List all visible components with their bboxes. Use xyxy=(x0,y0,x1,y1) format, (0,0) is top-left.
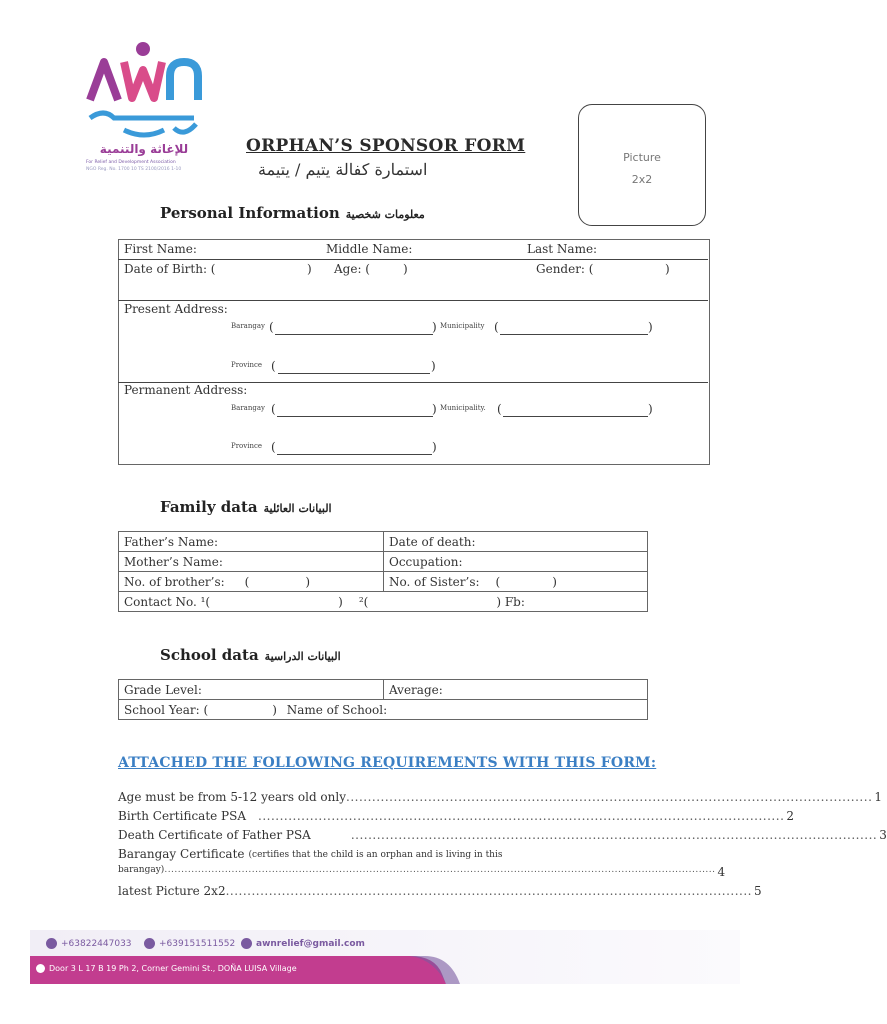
date-of-death-label: Date of death: xyxy=(389,534,476,549)
dob-label: Date of Birth: ( xyxy=(124,262,216,276)
contact-1-open: ¹( xyxy=(200,594,211,609)
present-province-label: Province xyxy=(231,361,263,369)
fathers-name-cell[interactable] xyxy=(119,532,384,552)
requirement-3-number: 3 xyxy=(879,828,887,842)
table-row xyxy=(119,532,648,552)
logo-arabic-subtitle: للإغاثة والتنمية xyxy=(99,142,189,156)
requirements-heading: ATTACHED THE FOLLOWING REQUIREMENTS WITH THIS FORM: xyxy=(118,755,657,771)
last-name-label: Last Name: xyxy=(527,242,598,256)
permanent-province-open: ( xyxy=(271,440,276,454)
picture-size: 2x2 xyxy=(631,173,653,186)
family-heading xyxy=(160,498,332,516)
fb-label: Fb: xyxy=(504,594,525,609)
logo-tagline: NGO Reg. No. 1700 10 TS 2100/2016 1-10 xyxy=(86,167,182,172)
school-heading-ar: البيانات الدراسية xyxy=(264,650,341,663)
contact-2-open: ²( xyxy=(358,594,369,609)
requirement-3-text: Death Certificate of Father PSA xyxy=(118,828,311,842)
school-year-close: ) xyxy=(272,702,277,717)
requirement-5-text: latest Picture 2x2 xyxy=(118,884,226,898)
list-item xyxy=(118,847,644,863)
email-icon xyxy=(241,938,252,949)
family-heading-ar: البيانات العائلية xyxy=(263,502,332,515)
present-municipality-label: Municipality xyxy=(440,322,485,330)
permanent-address-label: Permanent Address: xyxy=(124,383,248,397)
school-heading-en: School data xyxy=(160,646,259,664)
requirement-2-text: Birth Certificate PSA xyxy=(118,809,247,823)
whatsapp-icon xyxy=(144,938,155,949)
present-municipality-open: ( xyxy=(494,320,499,334)
table-row xyxy=(119,680,648,700)
permanent-barangay-close: ) xyxy=(432,402,437,416)
permanent-province-close: ) xyxy=(432,440,437,454)
requirement-4-number: 4 xyxy=(717,865,726,879)
footer-band xyxy=(30,930,740,984)
footer-address xyxy=(36,964,297,973)
sisters-cell[interactable] xyxy=(384,572,648,592)
gender-close: ) xyxy=(665,262,670,276)
awn-logo-icon xyxy=(84,40,204,140)
permanent-barangay-field[interactable] xyxy=(277,416,433,417)
brothers-cell[interactable] xyxy=(119,572,384,592)
phone-icon xyxy=(46,938,57,949)
permanent-province-label: Province xyxy=(231,442,263,450)
present-province-field[interactable] xyxy=(278,373,430,374)
personal-heading-en: Personal Information xyxy=(160,204,340,222)
permanent-municipality-label: Municipality. xyxy=(440,404,486,412)
average-cell[interactable] xyxy=(384,680,648,700)
address-text: Door 3 L 17 B 19 Ph 2, Corner Gemini St., DOÑA LUISA Village xyxy=(49,964,297,973)
occupation-label: Occupation: xyxy=(389,554,463,569)
email-text: awnrelief@gmail.com xyxy=(256,938,365,949)
list-item: latest Picture 2x2 .......................................................................................................................... 5 xyxy=(118,884,762,898)
personal-heading xyxy=(160,204,425,222)
school-heading xyxy=(160,646,341,664)
requirement-1-text: Age must be from 5-12 years old only xyxy=(118,790,347,804)
permanent-municipality-close: ) xyxy=(648,402,653,416)
requirement-4-note: (certifies that the child is an orphan and is living in this xyxy=(248,850,503,860)
footer-phone-1[interactable] xyxy=(46,938,132,949)
brothers-label: No. of brother’s: xyxy=(124,574,225,589)
fathers-name-label: Father’s Name: xyxy=(124,534,219,549)
form-title: ORPHAN’S SPONSOR FORM xyxy=(246,136,526,156)
present-address-label: Present Address: xyxy=(124,302,228,316)
sisters-close: ) xyxy=(552,574,557,589)
logo-english-subtitle: For Relief and Development Association xyxy=(86,160,176,165)
contact-1-close: ) xyxy=(338,594,343,609)
requirement-4-text: Barangay Certificate xyxy=(118,847,245,861)
first-name-label: First Name: xyxy=(124,242,197,256)
occupation-cell[interactable] xyxy=(384,552,648,572)
footer-email[interactable] xyxy=(241,938,365,949)
picture-label: Picture xyxy=(623,151,661,164)
family-heading-en: Family data xyxy=(160,498,258,516)
date-of-death-cell[interactable] xyxy=(384,532,648,552)
phone-2-text: +639151511552 xyxy=(159,938,236,949)
family-table xyxy=(118,531,648,612)
school-table xyxy=(118,679,648,720)
age-close: ) xyxy=(403,262,408,276)
organization-logo xyxy=(84,40,204,180)
permanent-municipality-field[interactable] xyxy=(503,416,648,417)
school-year-cell[interactable] xyxy=(119,700,648,720)
present-barangay-open: ( xyxy=(269,320,274,334)
present-province-close: ) xyxy=(431,359,436,373)
brothers-open: ( xyxy=(244,574,250,589)
table-row xyxy=(119,552,648,572)
present-barangay-field[interactable] xyxy=(275,334,433,335)
list-item: Age must be from 5-12 years old only .......................................................................................................................... 1 xyxy=(118,790,883,804)
average-label: Average: xyxy=(389,682,443,697)
mothers-name-label: Mother’s Name: xyxy=(124,554,223,569)
school-year-label: School Year: ( xyxy=(124,702,209,717)
mothers-name-cell[interactable] xyxy=(119,552,384,572)
dob-close: ) xyxy=(307,262,312,276)
requirement-2-number: 2 xyxy=(786,809,795,823)
table-row xyxy=(119,572,648,592)
permanent-municipality-open: ( xyxy=(497,402,502,416)
contact-2-close: ) xyxy=(496,594,501,609)
gender-label: Gender: ( xyxy=(536,262,594,276)
grade-level-cell[interactable] xyxy=(119,680,384,700)
list-item: barangay) .................................................................................................................................................................... 4 xyxy=(118,865,726,879)
age-label: Age: ( xyxy=(334,262,370,276)
brothers-close: ) xyxy=(305,574,311,589)
requirement-5-number: 5 xyxy=(753,884,762,898)
contact-label: Contact No. xyxy=(124,594,197,609)
present-municipality-close: ) xyxy=(648,320,653,334)
contact-cell[interactable] xyxy=(119,592,648,612)
list-item: Death Certificate of Father PSA .......................................................................................................................... 3 xyxy=(118,828,887,842)
requirement-1-number: 1 xyxy=(874,790,883,804)
permanent-barangay-open: ( xyxy=(271,402,276,416)
list-item: Birth Certificate PSA .......................................................................................................................... 2 xyxy=(118,809,795,823)
middle-name-label: Middle Name: xyxy=(326,242,413,256)
sisters-open: ( xyxy=(495,574,501,589)
present-municipality-field[interactable] xyxy=(500,334,648,335)
table-row xyxy=(119,592,648,612)
footer-phone-2[interactable] xyxy=(144,938,235,949)
present-barangay-close: ) xyxy=(432,320,437,334)
name-of-school-label: Name of School: xyxy=(286,702,388,717)
grade-level-label: Grade Level: xyxy=(124,682,202,697)
present-province-open: ( xyxy=(271,359,276,373)
personal-heading-ar: معلومات شخصية xyxy=(345,208,425,221)
permanent-barangay-label: Barangay xyxy=(231,404,265,412)
sisters-label: No. of Sister’s: xyxy=(389,574,480,589)
permanent-province-field[interactable] xyxy=(277,454,432,455)
location-icon xyxy=(36,964,45,973)
present-barangay-label: Barangay xyxy=(231,322,265,330)
form-title-arabic: استمارة كفالة يتيم / يتيمة xyxy=(258,160,428,179)
phone-1-text: +63822447033 xyxy=(61,938,132,949)
table-row xyxy=(119,700,648,720)
requirement-4-cont: barangay) xyxy=(118,865,165,875)
picture-box[interactable] xyxy=(578,104,706,226)
